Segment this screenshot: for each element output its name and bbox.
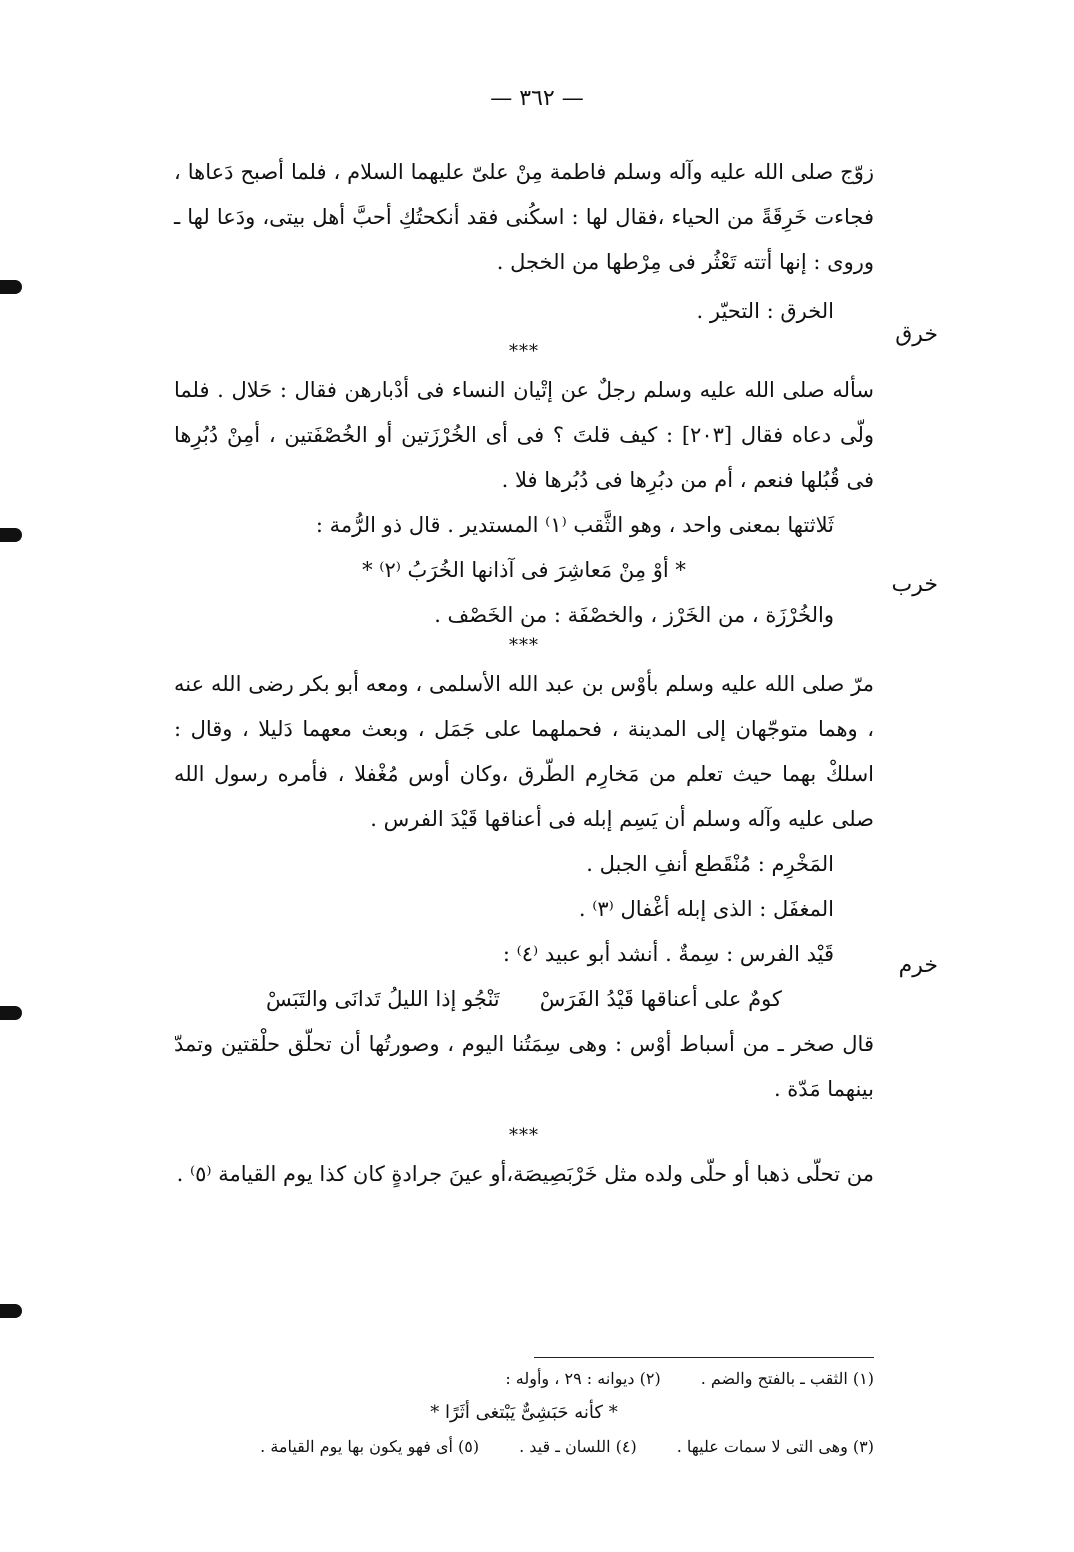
paragraph-sakhr: قال صخر ـ من أسباط أوْس : وهى سِمَتُنا اليوم ، وصورتُها أن تحلّق حلْقتين وتمدّ بينهما مَدّة .: [174, 1032, 874, 1101]
verse-qayd-alfaras: كومٌ على أعناقها قَيْدُ الفَرَسْ تَنْجُو إذا الليلُ تَدانَى والتَبَسْ: [266, 987, 782, 1011]
footnote-2: (٢) ديوانه : ٢٩ ، وأوله :: [505, 1369, 661, 1388]
definition-khurq: الخرق : التحيّر .: [696, 299, 834, 323]
page-number: — ٣٦٢ —: [490, 86, 584, 111]
verse-dhu-rumma: * أوْ مِنْ مَعاشِرَ فى آذانها الخُرَبُ ⁽٢⁾ *: [362, 558, 686, 582]
footnote-3: (٣) وهى التى لا سمات عليها .: [676, 1437, 874, 1456]
main-text: [174, 150, 874, 1197]
definition-thuqb: ثَلاثتها بمعنى واحد ، وهو الثَّقب ⁽١⁾ المستدير . قال ذو الرُّمة :: [315, 513, 834, 537]
paragraph-aws: مرّ صلى الله عليه وسلم بأوْس بن عبد الله الأسلمى ، ومعه أبو بكر رضى الله عنه ، وهما متوجّهان إلى المدينة ، فحملهما على جَمَل ، وبعث معهما دَليلا ، وقال : اسلكْ بهما حيث تعلم من مَخارِم الطّرق ،وكان أوس مُغْفلا ، فأمره رسول الله صلى عليه وآله وسلم أن يَسِم إبله فى أعناقها قَيْدَ الفرس .: [174, 672, 874, 831]
scan-edge-mark: [0, 528, 22, 542]
footnote-row: [174, 1362, 874, 1396]
paragraph-question: سأله صلى الله عليه وسلم رجلٌ عن إتْيان النساء فى أدْبارهن فقال : حَلال . فلما ولّى دعاه فقال [٢٠٣] : كيف قلتَ ؟ فى أى الخُرْزَتين أو الخُصْفَتين ، أمِنْ دُبُرِها فى قُبُلها فنعم ، أم من دبُرِها فى دُبُرها فلا .: [174, 378, 874, 492]
scan-edge-mark: [0, 1006, 22, 1020]
footnote-5: (٥) أى فهو يكون بها يوم القيامة .: [260, 1437, 480, 1456]
footnote-1: (١) الثقب ـ بالفتح والضم .: [700, 1369, 874, 1388]
paragraph-fatima: زوّج صلى الله عليه وآله وسلم فاطمة مِنْ علىّ عليهما السلام ، فلما أصبح دَعاها ، فجاءت خَرِقَةً من الحياء ،فقال لها : اسكُنى فقد أنكحتُكِ أحبَّ أهل بيتى، ودَعا لها ـ وروى : إنها أتته تَعْثُر فى مِرْطها من الخجل .: [174, 160, 874, 274]
section-separator: ***: [509, 1125, 539, 1146]
definition-mughfal: المغفَل : الذى إبله أغْفال ⁽٣⁾ .: [578, 897, 834, 921]
side-headword-khrq: خرق: [895, 322, 938, 347]
section-separator: ***: [509, 635, 539, 656]
side-headword-khrm: خرم: [898, 953, 938, 978]
scan-edge-mark: [0, 1304, 22, 1318]
definition-makhrim: المَخْرِم : مُنْقَطع أنفِ الجبل .: [586, 852, 834, 876]
footnote-4: (٤) اللسان ـ قيد .: [519, 1437, 637, 1456]
footnotes: [174, 1362, 874, 1464]
footnote-row: [174, 1430, 874, 1464]
section-separator: ***: [509, 341, 539, 362]
side-headword-khrb: خرب: [891, 572, 938, 597]
definition-qayd: قَيْد الفرس : سِمةٌ . أنشد أبو عبيد ⁽٤⁾ :: [502, 942, 834, 966]
scan-edge-mark: [0, 280, 22, 294]
footnote-2-verse: * كأنه حَبَشِىٌّ يَبْتغى أثَرًا *: [430, 1402, 618, 1423]
definition-khurza: والخُرْزَة ، من الخَرْز ، والخصْفَة : من الخَصْف .: [434, 603, 834, 627]
paragraph-gold: من تحلّى ذهبا أو حلّى ولده مثل خَرْبَصِيصَة،أو عينَ جرادةٍ كان كذا يوم القيامة ⁽٥⁾ .: [176, 1162, 874, 1186]
footnote-rule: [534, 1357, 874, 1358]
